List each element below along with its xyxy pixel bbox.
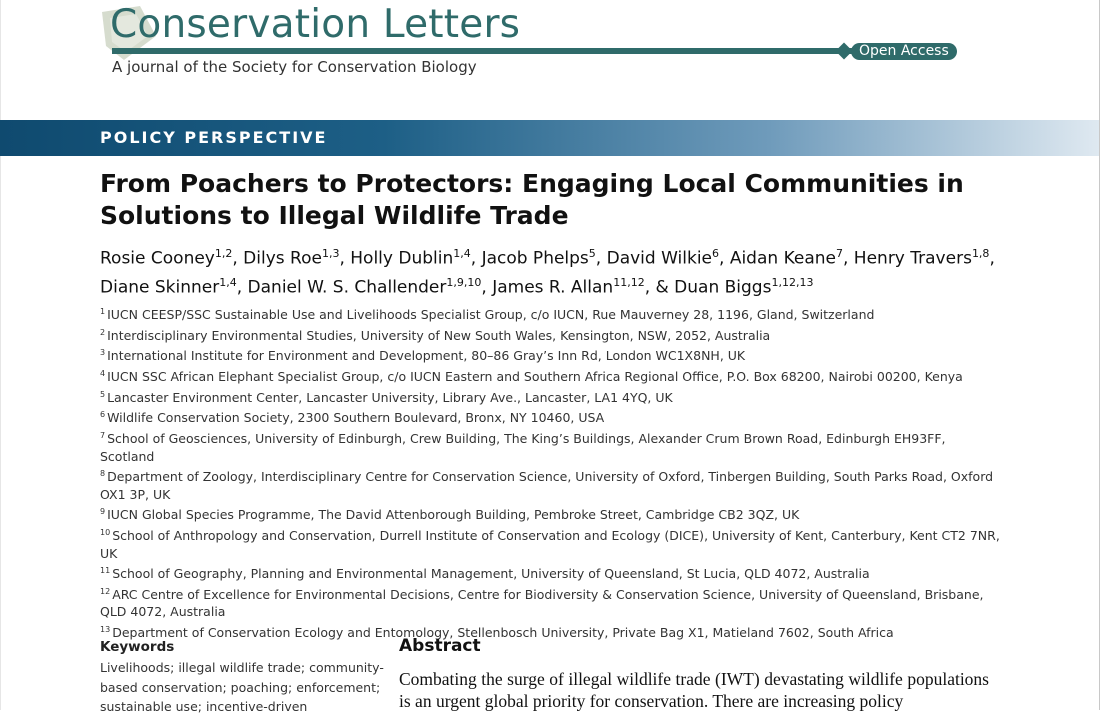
affiliation-number: 10: [100, 527, 111, 537]
affiliation-number: 1: [100, 307, 106, 316]
affiliation-item: [100, 386, 1000, 407]
affiliation-number: 3: [100, 348, 106, 358]
affiliation-list: [100, 303, 1000, 642]
affiliation-number: 7: [100, 430, 106, 440]
affiliation-number: 11: [100, 566, 111, 576]
author-name: Holly Dublin: [350, 248, 454, 269]
affiliation-number: 4: [100, 368, 106, 378]
affiliation-item: [100, 365, 1000, 386]
author-name: Jacob Phelps: [481, 248, 589, 269]
affiliation-number: 9: [100, 507, 106, 517]
affiliation-number: 13: [100, 624, 111, 634]
author-affiliation-marker: 7: [835, 247, 843, 260]
journal-title: Conservation Letters: [110, 2, 521, 47]
affiliation-text: IUCN SSC African Elephant Specialist Group, c/o IUCN Eastern and Southern Africa Regional Office, P.O. Box 68200, Nairobi 00200, Kenya: [107, 369, 963, 385]
affiliation-item: [100, 427, 1000, 465]
author-affiliation-marker: 1,4: [219, 275, 237, 289]
author-name: Dilys Roe: [243, 248, 322, 269]
author-affiliation-marker: 1,3: [321, 247, 340, 260]
author-affiliation-marker: 6: [712, 247, 720, 260]
affiliation-item: [100, 406, 1000, 427]
section-label: POLICY PERSPECTIVE: [100, 128, 328, 147]
affiliation-item: [100, 621, 1000, 642]
journal-header-rule: [112, 48, 852, 54]
affiliation-item: [100, 465, 1000, 503]
page-left-border: [0, 0, 1, 710]
keywords-text: Livelihoods; illegal wildlife trade; community-based conservation; poaching; enforcement; sustainable use; incentive-driven: [100, 660, 384, 714]
author-name: Henry Travers: [853, 248, 972, 269]
author-affiliation-marker: 1,12,13: [771, 275, 814, 289]
affiliation-number: 6: [100, 410, 106, 420]
affiliation-number: 2: [100, 327, 106, 337]
author-affiliation-marker: 11,12: [613, 275, 645, 289]
affiliation-text: IUCN Global Species Programme, The David Attenborough Building, Pembroke Street, Cambridge CB2 3QZ, UK: [107, 507, 800, 523]
affiliation-item: [100, 303, 1000, 324]
author-affiliation-marker: 5: [588, 247, 596, 260]
abstract-text: Combating the surge of illegal wildlife trade (IWT) devastating wildlife populations is an urgent global priority for conservation. There are increasing policy: [399, 669, 989, 711]
article-title: From Poachers to Protectors: Engaging Local Communities in Solutions to Illegal Wildlife Trade: [100, 169, 964, 230]
affiliation-text: Interdisciplinary Environmental Studies, University of New South Wales, Kensington, NSW, 2052, Australia: [107, 327, 771, 343]
author-name: Daniel W. S. Challender: [247, 277, 447, 298]
affiliation-text: International Institute for Environment and Development, 80–86 Gray’s Inn Rd, London WC1X8NH, UK: [107, 348, 746, 364]
affiliation-text: Department of Zoology, Interdisciplinary Centre for Conservation Science, University of Oxford, Tinbergen Building, South Parks Road, Oxford OX1 3P, UK: [100, 469, 994, 502]
journal-rule-diamond: [836, 43, 853, 60]
affiliation-item: [100, 324, 1000, 345]
author-name: Rosie Cooney: [100, 248, 215, 269]
affiliation-item: [100, 524, 1000, 562]
affiliation-number: 5: [100, 389, 106, 399]
affiliation-text: Department of Conservation Ecology and Entomology, Stellenbosch University, Private Bag X1, Matieland 7602, South Africa: [112, 625, 894, 641]
affiliation-item: [100, 583, 1000, 621]
affiliation-text: School of Geosciences, University of Edinburgh, Crew Building, The King’s Buildings, Alexander Crum Brown Road, Edinburgh EH93FF, Scotland: [100, 431, 946, 464]
author-list: Rosie Cooney$^{1,2}$, Dilys Roe$^{1,3}$, Holly Dublin$^{1,4}$, Jacob Phelps$^5$, David Wilkie$^6$, Aidan Keane$^7$, Henry Travers$^{1,8}$, Diane Skinner$^{1,4}$, Daniel W. S. Challender$^{1,9,10}$, James R. Allan$^{11,12}$, & Duan Biggs$^{1,12,13}$: [100, 247, 995, 298]
author-name: David Wilkie: [606, 248, 713, 269]
affiliation-text: IUCN CEESP/SSC Sustainable Use and Livelihoods Specialist Group, c/o IUCN, Rue Mauverney 28, 1196, Gland, Switzerland: [107, 307, 875, 323]
affiliation-item: [100, 562, 1000, 583]
author-affiliation-marker: 1,2: [214, 247, 233, 260]
author-name: Duan Biggs: [674, 277, 772, 298]
journal-subtitle: A journal of the Society for Conservation Biology: [112, 58, 477, 76]
affiliation-text: ARC Centre of Excellence for Environmental Decisions, Centre for Biodiversity & Conservation Science, University of Queensland, Brisbane, QLD 4072, Australia: [100, 586, 984, 620]
affiliation-item: [100, 503, 1000, 524]
author-name: James R. Allan: [492, 277, 614, 298]
affiliation-item: [100, 344, 1000, 365]
affiliation-number: 8: [100, 469, 106, 479]
affiliation-text: School of Geography, Planning and Environmental Management, University of Queensland, St Lucia, QLD 4072, Australia: [112, 566, 870, 582]
affiliation-text: Wildlife Conservation Society, 2300 Southern Boulevard, Bronx, NY 10460, USA: [107, 410, 605, 426]
keywords-heading: Keywords: [100, 639, 175, 655]
author-affiliation-marker: 1,9,10: [446, 275, 482, 289]
abstract-heading: Abstract: [399, 636, 481, 656]
affiliation-text: School of Anthropology and Conservation, Durrell Institute of Conservation and Ecology (DICE), University of Kent, Canterbury, Kent CT2 7NR, UK: [100, 528, 1000, 561]
author-affiliation-marker: 1,4: [453, 247, 471, 260]
affiliation-text: Lancaster Environment Center, Lancaster University, Library Ave., Lancaster, LA1 4YQ, UK: [107, 389, 673, 405]
open-access-badge: Open Access: [851, 43, 957, 60]
author-affiliation-marker: 1,8: [971, 247, 990, 260]
author-name: Aidan Keane: [729, 248, 836, 269]
affiliation-number: 12: [100, 586, 111, 596]
author-name: Diane Skinner: [100, 277, 220, 298]
